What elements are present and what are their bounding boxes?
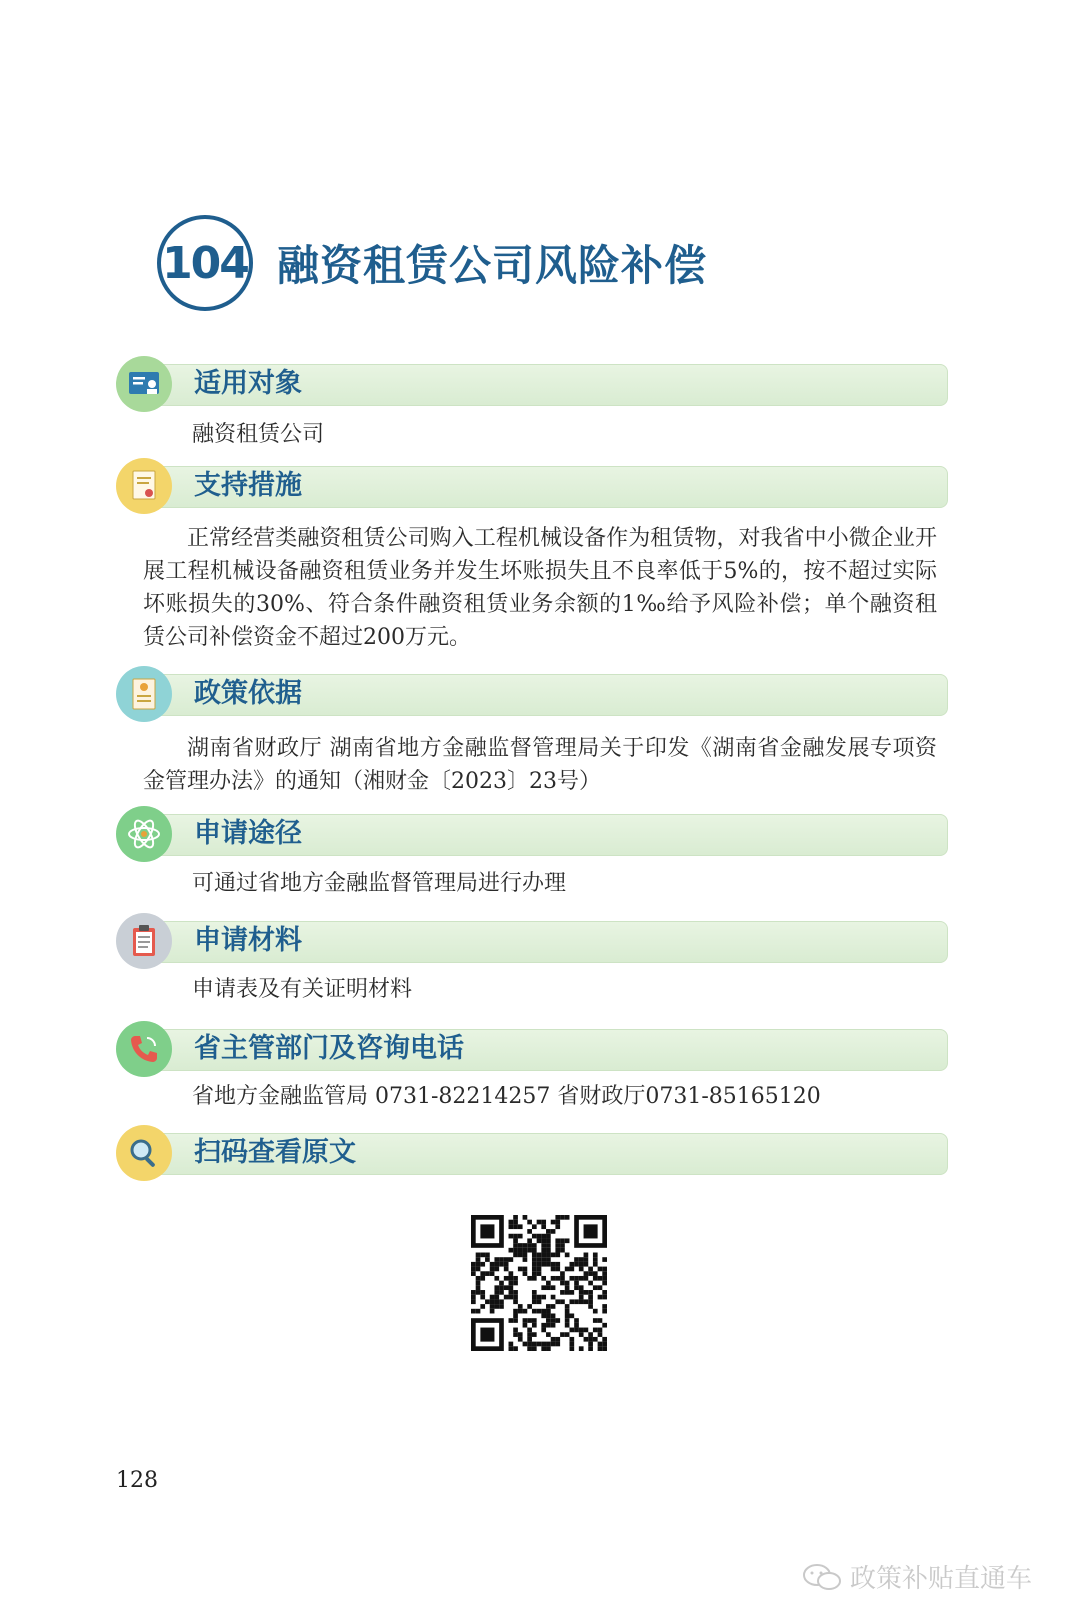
section-body-target: 融资租赁公司 (192, 422, 325, 447)
section-title: 适用对象 (194, 368, 302, 399)
section-body-materials: 申请表及有关证明材料 (192, 977, 413, 1002)
section-body-basis: 湖南省财政厅 湖南省地方金融监督管理局关于印发《湖南省金融发展专项资金管理办法》的通知（湘财金〔2023〕23号） (143, 736, 937, 794)
item-number-badge: 104 (157, 215, 253, 311)
section-header-measures (116, 464, 948, 508)
document-icon (116, 666, 172, 722)
clipboard-icon (116, 913, 172, 969)
section-body-contact: 省地方金融监管局 0731-82214257 省财政厅0731-85165120 (192, 1084, 821, 1109)
section-header-qr (116, 1131, 948, 1175)
phone-icon (116, 1021, 172, 1077)
page-title: 融资租赁公司风险补偿 (277, 241, 708, 290)
watermark-text: 政策补贴直通车 (849, 1564, 1032, 1594)
section-header-target (116, 362, 948, 406)
section-header-channel (116, 812, 948, 856)
section-title: 申请途径 (194, 818, 302, 849)
section-title: 省主管部门及咨询电话 (194, 1033, 464, 1064)
section-header-basis (116, 672, 948, 716)
section-header-materials (116, 919, 948, 963)
page-header (157, 213, 707, 313)
qr-code[interactable] (471, 1215, 607, 1351)
watermark (802, 1558, 1032, 1595)
section-body-measures: 正常经营类融资租赁公司购入工程机械设备作为租赁物，对我省中小微企业开展工程机械设备融资租赁业务并发生坏账损失且不良率低于5%的，按不超过实际坏账损失的30%、符合条件融资租赁业务余额的1‰给予风险补偿；单个融资租赁公司补偿资金不超过200万元。 (143, 526, 937, 650)
section-header-contact (116, 1027, 948, 1071)
page-number: 128 (116, 1468, 158, 1493)
section-title: 扫码查看原文 (194, 1137, 356, 1168)
section-title: 申请材料 (194, 925, 302, 956)
magnifier-icon (116, 1125, 172, 1181)
section-title: 支持措施 (194, 470, 302, 501)
id-card-icon (116, 356, 172, 412)
section-body-channel: 可通过省地方金融监督管理局进行办理 (192, 871, 567, 896)
certificate-icon (116, 458, 172, 514)
wechat-icon (802, 1562, 842, 1592)
atom-icon (116, 806, 172, 862)
section-title: 政策依据 (194, 678, 302, 709)
